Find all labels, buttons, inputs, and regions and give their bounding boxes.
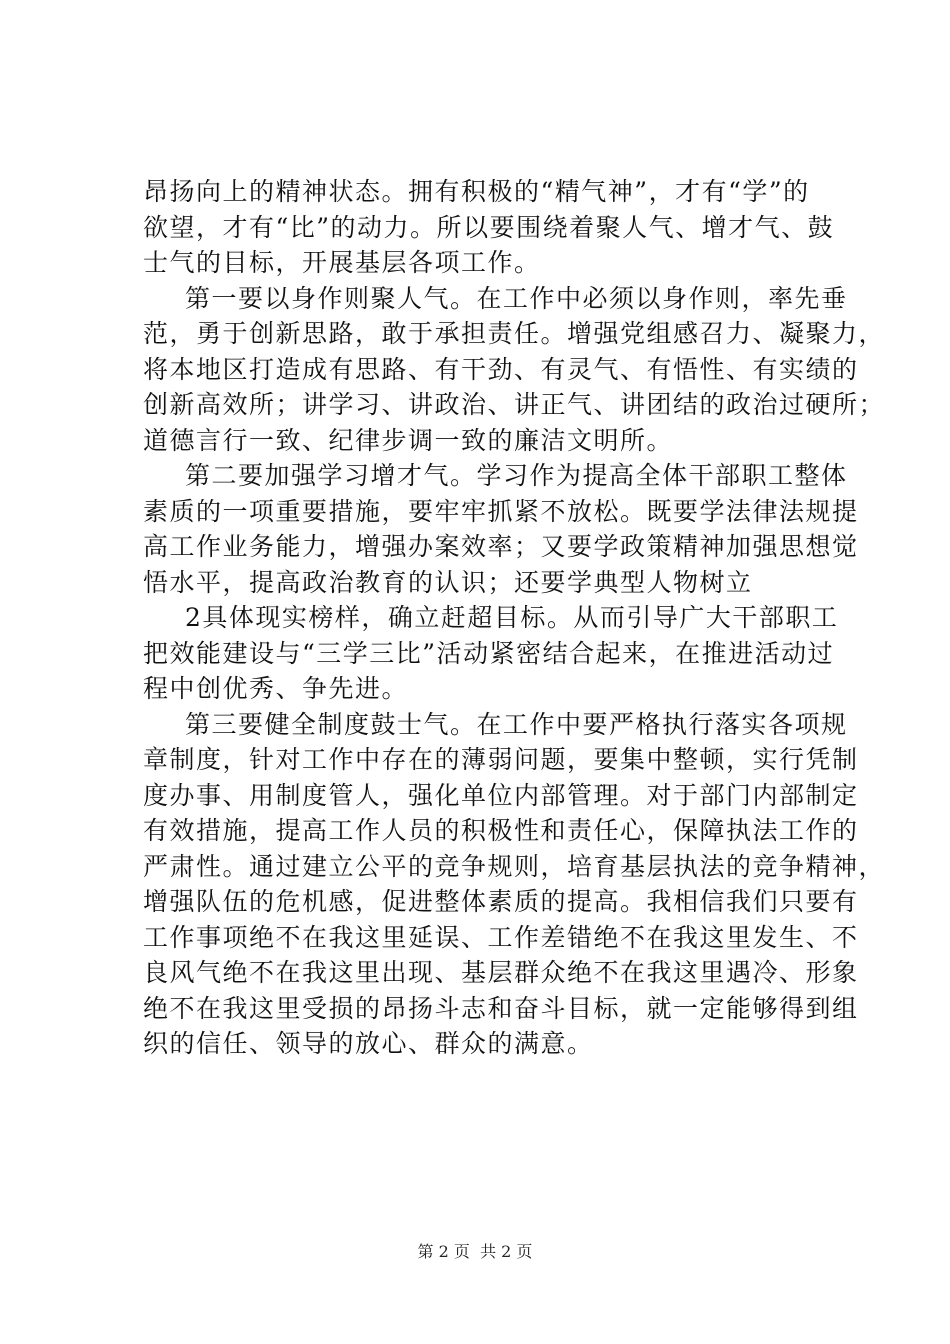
text-line: 把效能建设与“三学三比”活动紧密结合起来，在推进活动过 — [143, 638, 835, 668]
text-line: 增强队伍的危机感，促进整体素质的提高。我相信我们只要有 — [143, 887, 859, 916]
text-line: 欲望，才有“比”的动力。所以要围绕着聚人气、增才气、鼓 — [143, 212, 835, 242]
text-line: 2具体现实榜样，确立赶超目标。从而引导广大干部职工 — [185, 603, 839, 632]
text-line: 范，勇于创新思路，敢于承担责任。增强党组感召力、凝聚力， — [143, 319, 886, 348]
text-line: 素质的一项重要措施，要牢牢抓紧不放松。既要学法律法规提 — [143, 496, 859, 526]
text-line: 织的信任、领导的放心、群众的满意。 — [143, 1029, 594, 1058]
text-line: 良风气绝不在我这里出现、基层群众绝不在我这里遇冷、形象 — [143, 958, 859, 987]
page-number-label: 第 2 页 共 2 页 — [417, 1242, 533, 1261]
text-line: 悟水平，提高政治教育的认识；还要学典型人物树立 — [143, 567, 753, 597]
text-line: 创新高效所；讲学习、讲政治、讲正气、讲团结的政治过硬所； — [143, 390, 886, 419]
text-line: 有效措施，提高工作人员的积极性和责任心，保障执法工作的 — [143, 816, 859, 845]
text-line: 章制度，针对工作中存在的薄弱问题，要集中整顿，实行凭制 — [143, 745, 859, 774]
text-line: 高工作业务能力，增强办案效率；又要学政策精神加强思想觉 — [143, 532, 859, 561]
text-line: 第三要健全制度鼓士气。在工作中要严格执行落实各项规 — [185, 709, 848, 739]
text-line: 第二要加强学习增才气。学习作为提高全体干部职工整体 — [185, 461, 848, 490]
text-line: 绝不在我这里受损的昂扬斗志和奋斗目标，就一定能够得到组 — [143, 993, 859, 1023]
text-line: 程中创优秀、争先进。 — [143, 674, 409, 703]
text-line: 度办事、用制度管人，强化单位内部管理。对于部门内部制定 — [143, 780, 859, 810]
document-body — [143, 174, 886, 1062]
page-footer — [0, 1242, 950, 1262]
text-line: 第一要以身作则聚人气。在工作中必须以身作则，率先垂 — [185, 283, 848, 313]
text-line: 将本地区打造成有思路、有干劲、有灵气、有悟性、有实绩的 — [143, 354, 859, 384]
text-line: 昂扬向上的精神状态。拥有积极的“精气神”，才有“学”的 — [143, 177, 810, 206]
text-line: 工作事项绝不在我这里延误、工作差错绝不在我这里发生、不 — [143, 922, 859, 952]
text-line: 严肃性。通过建立公平的竞争规则，培育基层执法的竞争精神， — [143, 851, 886, 881]
text-line: 道德言行一致、纪律步调一致的廉洁文明所。 — [143, 425, 674, 455]
text-line: 士气的目标，开展基层各项工作。 — [143, 248, 541, 277]
